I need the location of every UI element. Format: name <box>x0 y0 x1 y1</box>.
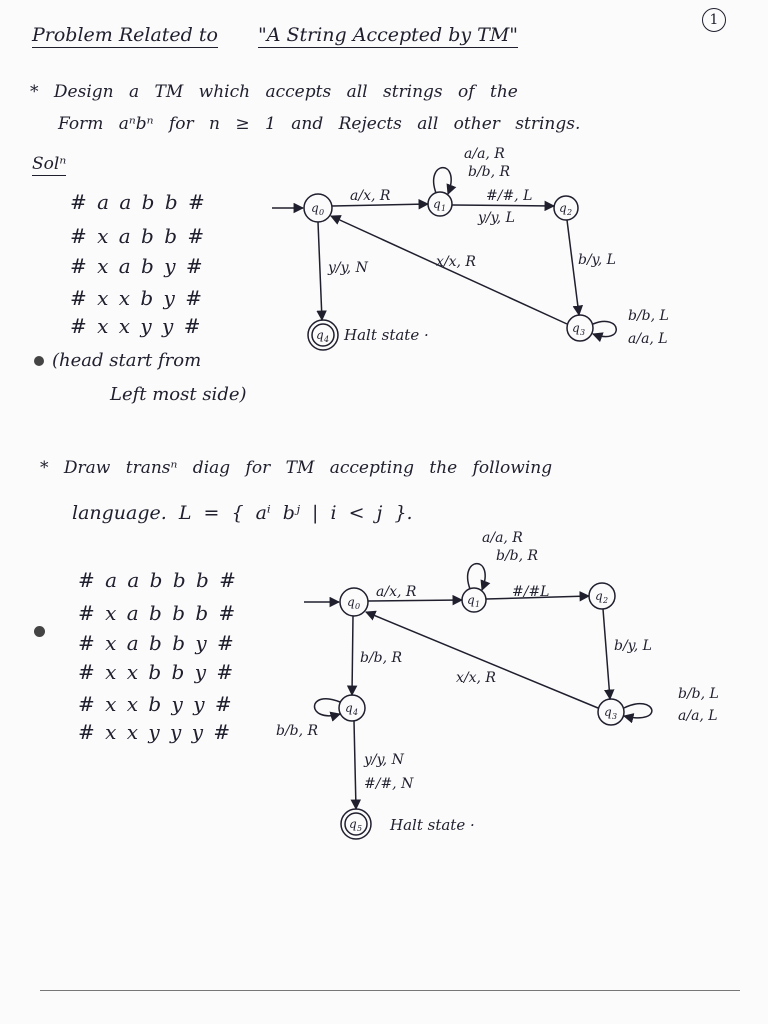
q1-label-loop1: a/a, R <box>464 146 505 162</box>
page-bottom-line <box>40 990 740 991</box>
q2-label-q0-q4: b/b, R <box>360 650 403 666</box>
q2-label-q4-loop: b/b, R <box>276 723 319 739</box>
svg-text:q: q <box>604 705 612 719</box>
head-note-line1: (head start from <box>52 350 202 371</box>
q2-label-q4-q5-1: y/y, N <box>364 752 404 768</box>
q1-label-loop2: b/b, R <box>468 164 511 180</box>
q2-tape-1: # a a b b b # <box>78 568 238 592</box>
svg-text:q: q <box>347 595 355 609</box>
q2-tape-5: # x x b y y # <box>78 692 234 716</box>
svg-text:3: 3 <box>612 712 618 721</box>
q2-label-q3-q0: x/x, R <box>456 670 496 686</box>
svg-text:q: q <box>349 817 357 831</box>
svg-text:4: 4 <box>324 335 330 344</box>
svg-text:q: q <box>345 701 353 715</box>
q2-tape-2: # x a b b b # <box>78 601 238 625</box>
title-topic: "A String Accepted by TM" <box>258 24 519 46</box>
svg-text:q: q <box>467 593 475 607</box>
q2-tape-4: # x x b b y # <box>78 660 236 684</box>
q2-halt-label: Halt state · <box>390 816 475 834</box>
q1-statement-line2: Form aⁿbⁿ for n ≥ 1 and Rejects all other strings. <box>58 114 581 134</box>
svg-text:0: 0 <box>355 602 361 611</box>
solution-label: Solⁿ <box>32 154 67 174</box>
svg-text:q: q <box>433 197 441 211</box>
title-problem-related: Problem Related to <box>32 24 218 46</box>
q2-label-q2-q3: b/y, L <box>614 638 652 654</box>
q1-label-q0-q1: a/x, R <box>350 188 391 204</box>
q2-label-q0-q1: a/x, R <box>376 584 417 600</box>
svg-text:q: q <box>572 321 580 335</box>
q2-label-q4-q5-2: #/#, N <box>364 776 414 792</box>
q1-tape-5: # x x y y # <box>70 314 203 338</box>
svg-text:q: q <box>311 201 319 215</box>
q2-label-loop1: a/a, R <box>482 530 523 546</box>
q2-label-q3-loop2: a/a, L <box>678 708 718 724</box>
q1-tape-4: # x x b y # <box>70 286 204 310</box>
q2-label-q3-loop1: b/b, L <box>678 686 719 702</box>
svg-text:q: q <box>559 201 567 215</box>
q1-label-q3-q0: x/x, R <box>436 254 476 270</box>
svg-text:4: 4 <box>353 708 359 717</box>
page-number: 1 <box>702 8 726 32</box>
svg-text:2: 2 <box>567 208 573 217</box>
q2-label-loop2: b/b, R <box>496 548 539 564</box>
q1-label-q3-loop1: b/b, L <box>628 308 669 324</box>
q2-statement-line2: language. L = { aⁱ bʲ | i < j }. <box>72 502 413 524</box>
q1-tape-3: # x a b y # <box>70 254 205 278</box>
svg-text:1: 1 <box>475 600 481 609</box>
q1-tape-1: # a a b b # <box>70 190 207 214</box>
svg-text:1: 1 <box>441 204 447 213</box>
q2-tape-3: # x a b b y # <box>78 631 236 655</box>
svg-text:q: q <box>316 328 324 342</box>
head-note-line2: Left most side) <box>110 384 247 405</box>
q1-statement-line1: * Design a TM which accepts all strings of the <box>30 82 518 102</box>
q2-label-q1-q2: #/#L <box>512 584 550 600</box>
svg-text:2: 2 <box>603 596 609 605</box>
q1-tape-2: # x a b b # <box>70 224 207 248</box>
q1-label-q3-loop2: a/a, L <box>628 331 668 347</box>
q1-halt-label: Halt state · <box>344 326 429 344</box>
svg-text:3: 3 <box>580 328 586 337</box>
q1-label-q2-q3: b/y, L <box>578 252 616 268</box>
svg-text:5: 5 <box>357 824 363 833</box>
q2-statement-line1: * Draw transⁿ diag for TM accepting the following <box>40 458 553 478</box>
q1-label-q1-q2-top: #/#, L <box>486 188 533 204</box>
svg-text:q: q <box>595 589 603 603</box>
q1-label-q0-q4: y/y, N <box>328 260 368 276</box>
q1-label-q1-q2-bot: y/y, L <box>478 210 515 226</box>
q2-tape-6: # x x y y y # <box>78 720 233 744</box>
svg-text:0: 0 <box>319 208 325 217</box>
